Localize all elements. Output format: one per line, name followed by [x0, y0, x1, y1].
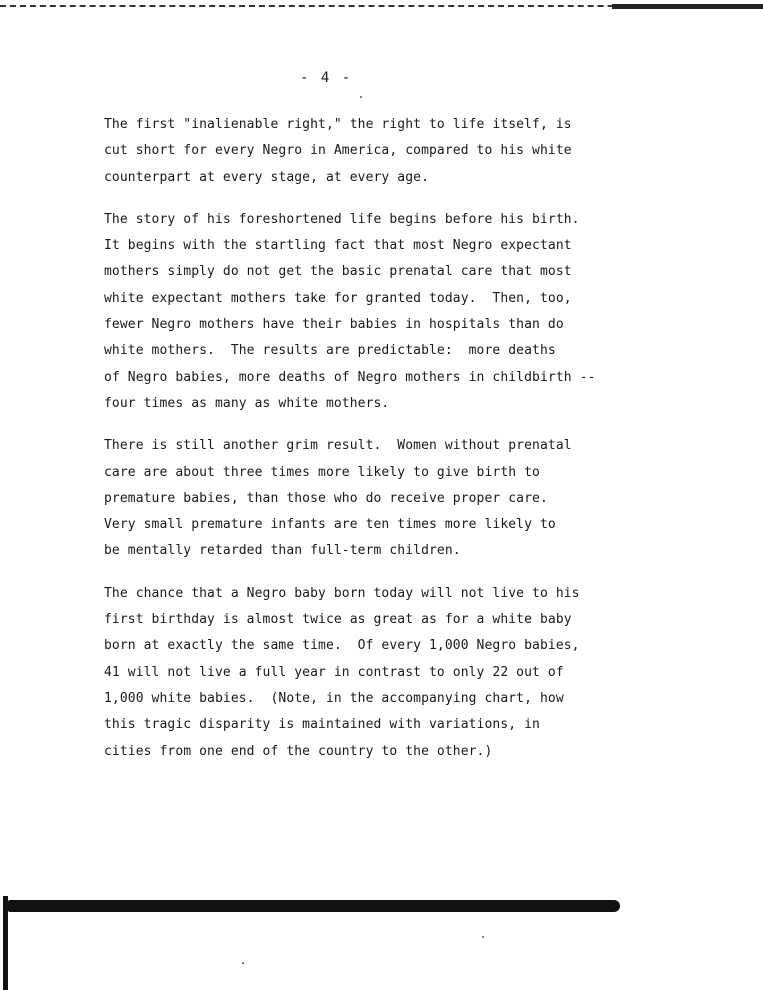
- left-edge-rule: [3, 896, 8, 990]
- text-line: four times as many as white mothers.: [104, 395, 390, 411]
- text-line: There is still another grim result. Women without prenatal: [104, 438, 572, 454]
- scan-speck: [482, 936, 484, 938]
- text-line: cut short for every Negro in America, compared to his white: [104, 143, 572, 159]
- paragraph-4: [104, 581, 624, 765]
- text-line: premature babies, than those who do receive proper care.: [104, 490, 548, 506]
- bottom-rule: [8, 900, 620, 912]
- text-line: cities from one end of the country to the other.): [104, 743, 493, 759]
- text-line: be mentally retarded than full-term children.: [104, 543, 461, 559]
- text-line: born at exactly the same time. Of every 1,000 Negro babies,: [104, 638, 580, 654]
- text-line: of Negro babies, more deaths of Negro mothers in childbirth --: [104, 369, 596, 385]
- text-line: care are about three times more likely to give birth to: [104, 464, 540, 480]
- paragraph-1: [104, 112, 624, 191]
- scan-edge-bar: [612, 4, 763, 9]
- text-line: mothers simply do not get the basic prenatal care that most: [104, 264, 572, 280]
- text-line: The story of his foreshortened life begins before his birth.: [104, 211, 580, 227]
- text-line: It begins with the startling fact that most Negro expectant: [104, 238, 572, 254]
- text-line: counterpart at every stage, at every age.: [104, 169, 429, 185]
- text-line: The first "inalienable right," the right to life itself, is: [104, 117, 572, 132]
- text-line: white mothers. The results are predictable: more deaths: [104, 343, 556, 359]
- scan-speck: [360, 96, 362, 98]
- text-line: this tragic disparity is maintained with variations, in: [104, 717, 540, 733]
- page-number: - 4 -: [300, 70, 353, 86]
- paragraph-2: [104, 207, 624, 417]
- paragraph-3: [104, 433, 624, 564]
- text-line: Very small premature infants are ten times more likely to: [104, 517, 556, 533]
- text-line: 1,000 white babies. (Note, in the accompanying chart, how: [104, 690, 564, 706]
- text-line: white expectant mothers take for granted today. Then, too,: [104, 290, 572, 306]
- text-line: 41 will not live a full year in contrast to only 22 out of: [104, 664, 564, 680]
- scan-speck: [242, 962, 244, 964]
- text-line: The chance that a Negro baby born today will not live to his: [104, 585, 580, 601]
- text-line: fewer Negro mothers have their babies in hospitals than do: [104, 317, 564, 333]
- text-line: first birthday is almost twice as great as for a white baby: [104, 612, 572, 628]
- document-body: [104, 112, 624, 781]
